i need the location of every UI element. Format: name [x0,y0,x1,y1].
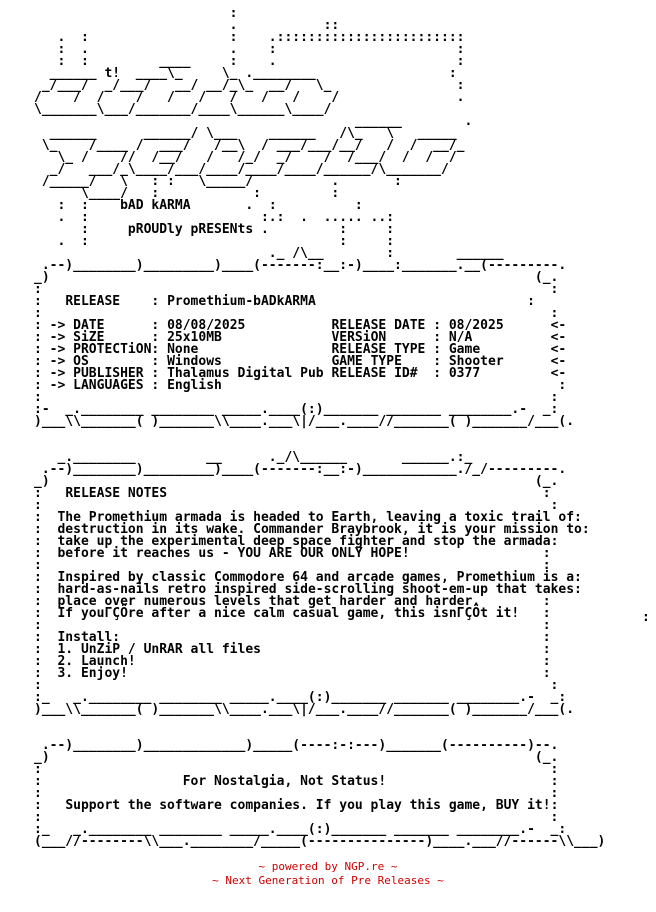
notes-line: Install: [57,630,543,645]
frame-border: <- [550,366,567,381]
footer-powered-by: ~ powered by NGP.re ~ [258,860,398,873]
frame-border: : : [34,678,559,693]
notes-line: place over numerous levels that get harder and harder. [57,594,543,609]
frame-border: : [527,294,535,309]
release-label: RELEASE [65,294,152,309]
separator: : [425,318,449,333]
info-key: PROTECTiON [73,342,152,357]
frame-border: )___\\_______( )_______\\____.___\|/___.____//_______( )_______/___(. [34,414,575,429]
frame-border: : [542,630,551,645]
frame-border: .--)________)_________)____(-------:__:-)____________./_/---------. [34,462,567,477]
frame-border: : [550,798,559,813]
separator: : [151,378,168,393]
info-key: OS [73,354,152,369]
separator: : [425,342,449,357]
languages-label: LANGUAGES [73,378,152,393]
frame-border: _.________ __ ._/\______ ______.:_ [34,450,473,465]
frame-border: _) (_. [34,750,559,765]
info-value: 0377 [448,366,551,381]
info-value: Thalamus Digital Pub [167,366,324,381]
ascii-logo-line: : . . : : [34,42,473,57]
info-value: 08/2025 [448,318,551,333]
ascii-art: . : : [253,222,395,237]
frame-border: ._ /\__ : ______ [34,246,504,261]
ascii-logo-line: \____/ : : : [34,186,457,201]
frame-border: : [542,642,551,657]
frame-border: : [542,606,551,621]
frame-border: .--)________)_________)____(-------:__:-)____:_______.__(---------. [34,258,567,273]
info-key: RELEASE ID# [331,366,426,381]
frame-border: : [34,294,66,309]
frame-border: : -> [34,318,74,333]
frame-border: : [34,774,183,789]
frame-border: : [542,654,551,669]
info-value: 25x10MB [167,330,324,345]
frame-border: _) (_. [34,474,559,489]
notes-line: destruction in its wake. Commander Braybrook, it is your mission to [57,522,582,537]
frame-border: : -> [34,342,74,357]
ascii-art: . : : : [34,234,395,249]
info-key: PUBLISHER [73,366,152,381]
frame-border: : [574,582,582,597]
ascii-logo-line: /_____/ \ : : \_____/ . : [34,174,457,189]
notes-line: take up the experimental deep space fighter and stop the armada [57,534,551,549]
info-value: None [167,342,324,357]
frame-border: : [34,642,58,657]
separator: : [425,366,449,381]
frame-border: : [34,666,58,681]
frame-border: : [34,618,58,633]
frame-border: : : [34,390,559,405]
frame-border: :_ _.________ ________ _____.____(:)_______ _______ ________.- _: [34,822,567,837]
frame-border: <- [550,330,567,345]
ascii-logo-line: / / / / / / / / / / . [34,90,473,105]
info-value: Shooter [448,354,551,369]
info-value: 08/08/2025 [167,318,324,333]
info-value: N/A [448,330,551,345]
notes-line: 3. Enjoy! [57,666,543,681]
frame-border: <- [550,342,567,357]
frame-border: <- [550,354,567,369]
info-key: GAME TYPE [331,354,426,369]
notes-line: before it reaches us - YOU ARE OUR ONLY HOPE! [57,546,543,561]
ascii-logo-line: \_ / // /__/ / /_/ _/ / /___/ / / / [34,150,465,165]
frame-border: : [34,510,58,525]
frame-border: )___\\_______( )_______\\____.___\|/___.____//_______( )_______/___(. [34,702,575,717]
frame-border: : -> [34,354,74,369]
slogan: For Nostalgia, Not Status! [182,774,551,789]
frame-border: _) (_. [34,270,559,285]
frame-border: : [574,510,582,525]
frame-border: : [574,570,582,585]
frame-border: : [542,558,551,573]
frame-border: : [34,606,58,621]
info-key: RELEASE DATE [331,318,426,333]
frame-border: : [34,486,66,501]
ascii-art: . : :.: . ..... ..: [34,210,395,225]
separator: : [425,354,449,369]
separator: : [151,366,168,381]
footer-tagline: ~ Next Generation of Pre Releases ~ [212,874,444,887]
ascii-logo-line: \_______\___/_______/____\______\____/ [34,102,473,117]
frame-border: :- _.________ ________ _____.____(:)_______ _______ ________.- _: [34,402,559,417]
ascii-logo-line: ______ t! ____\_ \_ .________ : [34,66,465,81]
presents-text: pROUDly pRESENts [127,222,254,237]
support-text: Support the software companies. If you play this game, BUY it! [65,798,551,813]
notes-line: Inspired by classic Commodore 64 and arcade games, Promethium is a [57,570,575,585]
info-key: SiZE [73,330,152,345]
frame-border: : [542,666,551,681]
ascii-logo-line: ______ ______/ \___ ______ /\_ \ _____ [34,126,465,141]
frame-border: .--)________)_____________)_____(----:-:---)_______(----------)--. [34,738,559,753]
frame-border: : [542,546,551,561]
frame-border: : -> [34,366,74,381]
ascii-logo-line: . :: [34,18,473,33]
separator: : [151,354,168,369]
frame-border: : [542,594,551,609]
frame-border: : -> [34,378,74,393]
frame-border: : : [34,786,559,801]
ascii-logo-line: _/ ___/_\____/___/____/____/____/______/\_______/ [34,162,465,177]
frame-border: : : [34,762,559,777]
frame-border: : [34,594,58,609]
stray-colon: : [642,610,650,625]
ascii-logo-line: : [34,6,473,21]
nfo-text [34,8,605,848]
frame-border: : [34,546,58,561]
frame-border: : [581,522,590,537]
frame-border: : [34,570,58,585]
separator: : [151,318,168,333]
notes-line: 1. UnZiP / UnRAR all files [57,642,543,657]
frame-border: : : [34,306,559,321]
notes-title: RELEASE NOTES [65,486,168,501]
frame-border: <- [550,318,567,333]
info-key: DATE [73,318,152,333]
frame-border: : [34,582,58,597]
group-name: bAD kARMA [120,198,191,213]
notes-line: hard-as-nails retro inspired side-scrolling shoot-em-up that takes [57,582,575,597]
frame-border: : [34,558,58,573]
ascii-art: : [34,222,128,237]
separator: : [425,330,449,345]
frame-border: : -> [34,330,74,345]
frame-border: : : [34,498,559,513]
info-value: Game [448,342,551,357]
ascii-logo-line: : : ____ : . : [34,54,473,69]
ascii-art: : : [34,198,121,213]
release-value: Promethium-bADkARMA [167,294,528,309]
frame-border: : [558,378,567,393]
frame-border: :_ _.________ ________ _____.____(:)_______ _______ ________.- _: [34,690,567,705]
frame-border: : : [34,810,559,825]
notes-line: 2. Launch! [57,654,543,669]
frame-border: : [550,534,559,549]
ascii-logo-line: \_ /____ / ___/ /__\ / ___/___/__/ / / __/_ [34,138,465,153]
frame-border: : [34,654,58,669]
ascii-logo-line: . : : .:::::::::::::::::::::::: [34,30,473,45]
frame-border: : [34,630,58,645]
frame-border: : [34,798,66,813]
frame-border: : : [34,282,559,297]
info-key: RELEASE TYPE [331,342,426,357]
ascii-art: . : : [190,198,434,213]
separator: : [151,294,168,309]
frame-border: : [542,618,551,633]
frame-border: : [167,486,551,501]
ascii-logo-line: ______ . [34,114,473,129]
ascii-logo-line: _/___/ _/___/ __/ __/_\_ __/ \_ : [34,78,473,93]
frame-border: (___//--------\\___.________/_____(---------------)____.___//------\\___) [34,834,606,849]
separator: : [151,342,168,357]
frame-border: : [34,534,58,549]
frame-border: : [550,774,559,789]
notes-line: If youΓÇÖre after a nice calm casual game, this isnΓÇÖt it! [57,606,543,621]
info-value: Windows [167,354,324,369]
frame-border: : [34,522,58,537]
languages-value: English [167,378,559,393]
info-key: VERSiON [331,330,426,345]
notes-line: The Promethium armada is headed to Earth, leaving a toxic trail of [57,510,575,525]
separator: : [151,330,168,345]
